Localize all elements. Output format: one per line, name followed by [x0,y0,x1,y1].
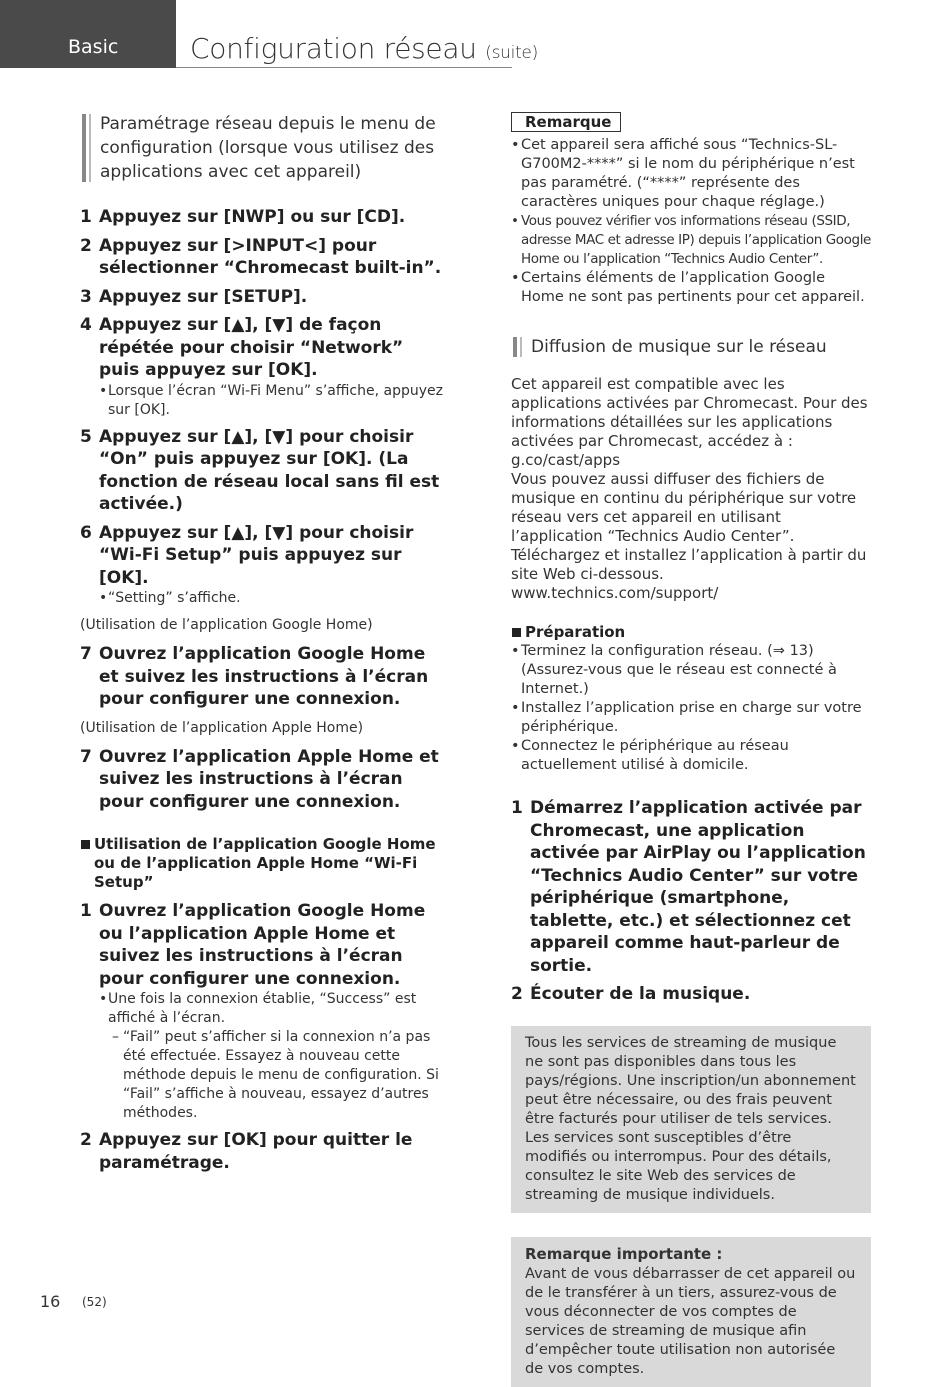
steps-list [80,206,448,608]
page-title [190,32,538,65]
step-text: Ouvrez l’application Apple Home et suivez les instructions à l’écran pour configurer une connexion. [99,746,439,812]
preparation-item: • Installez l’application prise en charge sur votre périphérique. [511,699,871,737]
step-item [80,235,448,280]
step-item [80,1129,448,1174]
step-number: 7 [80,746,92,767]
step-bullet: • “Setting” s’affiche. [99,589,448,608]
step-item [80,206,448,229]
subsection-heading-text: Paramétrage réseau depuis le menu de configuration (lorsque vous utilisez des applications avec cet appareil) [100,114,436,182]
step-number: 4 [80,315,92,335]
step-number: 1 [511,798,523,818]
step-item [80,426,448,516]
subsection-heading-text: Diffusion de musique sur le réseau [531,337,827,357]
subsection-heading [80,112,448,184]
step-item [80,643,448,711]
step-number: 2 [511,984,523,1004]
section-tab-label: Basic [68,36,119,58]
step-item [80,900,448,1123]
step-text: Appuyez sur [NWP] ou sur [CD]. [99,207,406,227]
step-item [80,286,448,309]
paragraph: Vous pouvez aussi diffuser des fichiers de musique en continu du périphérique sur votre réseau vers cet appareil en utilisant l’application “Technics Audio Center”. Téléchargez et installez l’application à partir du site Web ci-dessous. [511,470,867,583]
left-column [80,112,448,1180]
step-number: 2 [80,235,92,256]
important-notice-box [511,1237,871,1387]
apple-home-note: (Utilisation de l’application Apple Home) [80,719,364,736]
step-number: 1 [80,207,92,227]
step-item [80,746,448,814]
google-home-note: (Utilisation de l’application Google Home) [80,617,373,633]
step-item [80,522,448,609]
header-rule [176,67,512,68]
step-number: 2 [80,1130,92,1150]
step-subbullet: – “Fail” peut s’afficher si la connexion n’a pas été effectuée. Essayez à nouveau cette méthode depuis le menu de configuration. Si “Fail” s’affiche à nouveau, essayez d’autres méthodes. [99,1028,448,1123]
page-title-suffix: (suite) [485,43,538,63]
step-text: Appuyez sur [>INPUT<] pour sélectionner “Chromecast built-in”. [99,235,442,278]
step-bullet: • Lorsque l’écran “Wi-Fi Menu” s’affiche, appuyez sur [OK]. [99,382,448,420]
page-number: 16 [40,1292,61,1311]
remark-item: • Cet appareil sera affiché sous “Technics-SL-G700M2-****” si le nom du périphérique n’est pas paramétré. (“****” représente des caractères uniques pour chaque réglage.) [511,136,871,212]
step-text: Ouvrez l’application Google Home et suivez les instructions à l’écran pour configurer une connexion. [99,644,429,709]
step-text: Appuyez sur [▲], [▼] de façon répétée pour choisir “Network” puis appuyez sur [OK]. [99,315,404,380]
remark-item: • Certains éléments de l’application Google Home ne sont pas pertinents pour cet appareil. [511,269,871,307]
streaming-notice-text: Tous les services de streaming de musique ne sont pas disponibles dans tous les pays/régions. Une inscription/un abonnement peut être nécessaire, ou des frais peuvent être facturés pour utiliser de tels services. Les services sont susceptibles d’être modifiés ou interrompus. Pour des détails, consultez le site Web des services de streaming de musique individuels. [525,1034,856,1203]
step-number: 1 [80,901,92,921]
step-text: Démarrez l’application activée par Chromecast, une application activée par AirPlay ou l’application “Technics Audio Center” sur votre périphérique (smartphone, tablette, etc.) et sélectionnez cet appareil comme haut-parleur de sortie. [530,798,866,976]
step-number: 3 [80,286,92,307]
preparation-item: • Terminez la configuration réseau. (⇒ 13) (Assurez-vous que le réseau est connecté à Internet.) [511,642,871,699]
step-text: Appuyez sur [▲], [▼] pour choisir “Wi-Fi Setup” puis appuyez sur [OK]. [99,522,414,588]
step-text: Appuyez sur [▲], [▼] pour choisir “On” puis appuyez sur [OK]. (La fonction de réseau local sans fil est activée.) [99,426,440,514]
step-item [511,983,871,1006]
section-tab [0,0,176,68]
remark-label: Remarque [511,112,621,132]
paragraph: Cet appareil est compatible avec les applications activées par Chromecast. Pour des informations détaillées sur les applications activées par Chromecast, accédez à : [511,375,868,450]
listen-steps [511,797,871,1006]
step-bullet: • Une fois la connexion établie, “Success” est affiché à l’écran. [99,990,448,1028]
step-number: 5 [80,426,92,447]
step-item [80,314,448,420]
preparation-item: • Connectez le périphérique au réseau actuellement utilisé à domicile. [511,737,871,775]
step-text: Appuyez sur [SETUP]. [99,286,308,307]
streaming-notice-box [511,1026,871,1213]
url-technics-support: www.technics.com/support/ [511,584,719,602]
step-item [511,797,871,977]
preparation-heading: Préparation [511,623,871,642]
step-text: Ouvrez l’application Google Home ou l’application Apple Home et suivez les instructions à l’écran pour configurer une connexion. [99,901,426,989]
url-chromecast-apps: g.co/cast/apps [511,451,621,469]
important-notice-text: Avant de vous débarrasser de cet appareil ou de le transférer à un tiers, assurez-vous de vous déconnecter de vos comptes de services de streaming de musique afin d’empêcher toute utilisation non autorisée de vos comptes. [525,1265,856,1377]
right-column [511,112,871,1387]
page-number-sub: (52) [82,1295,107,1309]
step-number: 7 [80,644,92,664]
remark-item: • Vous pouvez vérifier vos informations réseau (SSID, adresse MAC et adresse IP) depuis l’application Google Home ou l’application “Technics Audio Center”. [511,212,871,269]
important-notice-title: Remarque importante : [525,1244,723,1263]
step-text: Appuyez sur [OK] pour quitter le paramétrage. [99,1130,413,1173]
step-number: 6 [80,522,92,543]
step-text: Écouter de la musique. [530,984,751,1004]
section-heading-wifi-setup: Utilisation de l’application Google Home ou de l’application Apple Home “Wi-Fi Setup” [80,835,448,892]
page-title-text: Configuration réseau [190,32,477,65]
subsection-heading [511,335,871,359]
